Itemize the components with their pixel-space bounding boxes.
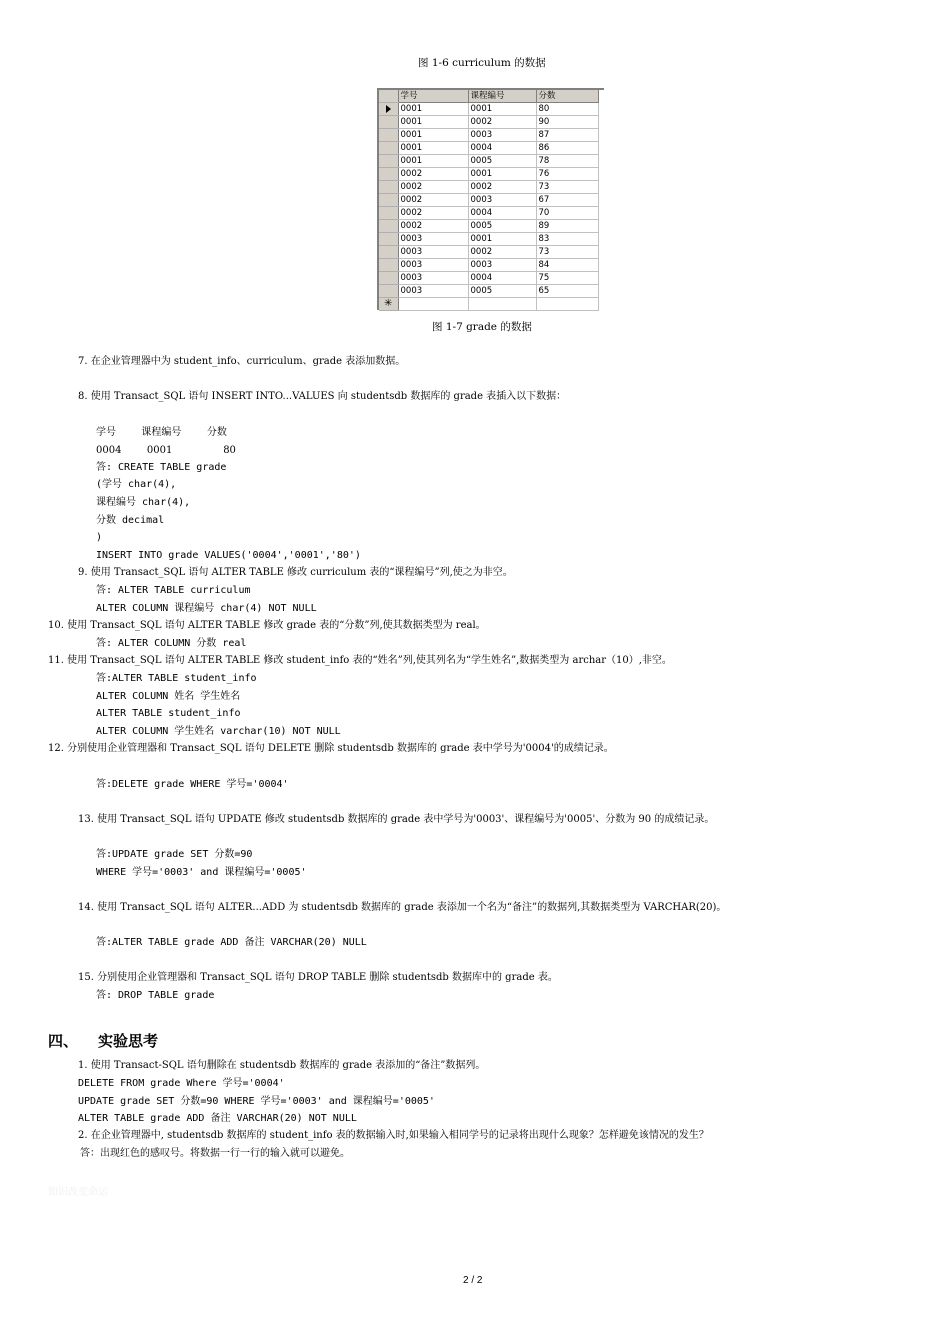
cell-student-id[interactable]: 0003 <box>398 246 468 259</box>
cell-student-id[interactable]: 0001 <box>398 103 468 116</box>
section-4-number: 四、 <box>48 1032 79 1050</box>
cell-student-id[interactable]: 0001 <box>398 129 468 142</box>
cell-student-id[interactable]: 0003 <box>398 259 468 272</box>
item-8-data-header: 学号 课程编号 分数 <box>96 427 227 438</box>
row-selector[interactable] <box>379 155 398 168</box>
table-row[interactable] <box>379 246 598 259</box>
table-row[interactable] <box>379 285 598 298</box>
row-selector[interactable] <box>379 168 398 181</box>
current-row-arrow-icon <box>386 105 391 113</box>
column-header-score[interactable]: 分数 <box>536 90 598 103</box>
cell-course-id[interactable]: 0003 <box>468 194 536 207</box>
cell-student-id[interactable]: 0002 <box>398 194 468 207</box>
cell-student-id[interactable]: 0003 <box>398 233 468 246</box>
table-row[interactable] <box>379 155 598 168</box>
cell-course-id[interactable]: 0004 <box>468 142 536 155</box>
item-9-answer-line-1: 答: ALTER TABLE curriculum <box>96 585 251 596</box>
cell-score[interactable]: 86 <box>536 142 598 155</box>
question-1-answer-line-3: ALTER TABLE grade ADD 备注 VARCHAR(20) NOT NULL <box>78 1113 357 1124</box>
table-row[interactable] <box>379 181 598 194</box>
cell-student-id[interactable]: 0002 <box>398 168 468 181</box>
table-row[interactable] <box>379 129 598 142</box>
new-record-row[interactable] <box>379 298 598 311</box>
cell-course-id[interactable]: 0004 <box>468 272 536 285</box>
row-selector[interactable] <box>379 272 398 285</box>
table-row[interactable] <box>379 259 598 272</box>
cell-score[interactable]: 89 <box>536 220 598 233</box>
cell-course-id[interactable]: 0002 <box>468 116 536 129</box>
cell-course-id[interactable]: 0001 <box>468 168 536 181</box>
question-1: 1. 使用 Transact-SQL 语句删除在 studentsdb 数据库的 grade 表添加的“备注”数据列。 <box>78 1060 486 1071</box>
item-15: 15. 分别使用企业管理器和 Transact_SQL 语句 DROP TABLE 删除 studentsdb 数据库中的 grade 表。 <box>78 972 558 983</box>
cell-score[interactable]: 75 <box>536 272 598 285</box>
cell-score[interactable]: 90 <box>536 116 598 129</box>
item-12-answer-line-1: 答:DELETE grade WHERE 学号='0004' <box>96 779 289 790</box>
row-selector[interactable] <box>379 246 398 259</box>
item-13-answer-line-2: WHERE 学号='0003' and 课程编号='0005' <box>96 867 307 878</box>
table-row[interactable] <box>379 233 598 246</box>
table-row[interactable] <box>379 207 598 220</box>
row-selector[interactable] <box>379 103 398 116</box>
grade-table <box>379 90 599 311</box>
figure-caption-1-6: 图 1-6 curriculum 的数据 <box>418 57 546 69</box>
cell-student-id[interactable]: 0003 <box>398 272 468 285</box>
item-8: 8. 使用 Transact_SQL 语句 INSERT INTO...VALUES 向 studentsdb 数据库的 grade 表插入以下数据： <box>78 391 567 402</box>
item-8-answer-line-5: ) <box>96 532 103 543</box>
row-selector[interactable] <box>379 129 398 142</box>
cell-score[interactable]: 83 <box>536 233 598 246</box>
cell-score[interactable]: 76 <box>536 168 598 181</box>
table-row[interactable] <box>379 272 598 285</box>
row-selector[interactable] <box>379 116 398 129</box>
item-11: 11. 使用 Transact_SQL 语句 ALTER TABLE 修改 student_info 表的“姓名”列,使其列名为“学生姓名”,数据类型为 archar（10）,非空。 <box>48 655 672 666</box>
cell-score[interactable]: 84 <box>536 259 598 272</box>
column-header-student-id[interactable]: 学号 <box>398 90 468 103</box>
item-14: 14. 使用 Transact_SQL 语句 ALTER...ADD 为 studentsdb 数据库的 grade 表添加一个名为“备注”的数据列,其数据类型为 VARCHAR(20)。 <box>78 902 727 913</box>
item-8-answer-line-3: 课程编号 char(4), <box>96 497 191 508</box>
cell-course-id[interactable]: 0005 <box>468 285 536 298</box>
cell-student-id[interactable]: 0001 <box>398 116 468 129</box>
new-row-star-icon: ✳ <box>384 298 393 310</box>
item-11-answer-line-1: 答:ALTER TABLE student_info <box>96 673 257 684</box>
item-10: 10. 使用 Transact_SQL 语句 ALTER TABLE 修改 grade 表的“分数”列,使其数据类型为 real。 <box>48 620 486 631</box>
item-13-answer-line-1: 答:UPDATE grade SET 分数=90 <box>96 849 253 860</box>
cell-course-id[interactable]: 0002 <box>468 246 536 259</box>
item-12: 12. 分别使用企业管理器和 Transact_SQL 语句 DELETE 删除 studentsdb 数据库的 grade 表中学号为'0004'的成绩记录。 <box>48 743 614 754</box>
item-8-answer-line-6: INSERT INTO grade VALUES('0004','0001','80') <box>96 550 361 561</box>
table-row[interactable] <box>379 116 598 129</box>
item-8-answer-line-1: 答: CREATE TABLE grade <box>96 462 227 473</box>
row-selector[interactable] <box>379 259 398 272</box>
row-selector[interactable] <box>379 194 398 207</box>
cell-course-id[interactable]: 0002 <box>468 181 536 194</box>
item-8-answer-line-4: 分数 decimal <box>96 515 165 526</box>
cell-student-id[interactable]: 0002 <box>398 181 468 194</box>
page-number: 2 / 2 <box>463 1275 483 1286</box>
question-2-answer: 答：出现红色的感叹号。将数据一行一行的输入就可以避免。 <box>80 1148 350 1159</box>
row-selector[interactable] <box>379 233 398 246</box>
item-11-answer-line-4: ALTER COLUMN 学生姓名 varchar(10) NOT NULL <box>96 726 341 737</box>
item-9-answer-line-2: ALTER COLUMN 课程编号 char(4) NOT NULL <box>96 603 317 614</box>
cell-student-id[interactable]: 0001 <box>398 155 468 168</box>
cell-score[interactable]: 80 <box>536 103 598 116</box>
cell-course-id[interactable]: 0003 <box>468 129 536 142</box>
table-row[interactable] <box>379 194 598 207</box>
cell-score[interactable]: 73 <box>536 181 598 194</box>
row-selector[interactable] <box>379 220 398 233</box>
empty-cell[interactable] <box>398 298 468 311</box>
empty-cell[interactable] <box>536 298 598 311</box>
cell-score[interactable]: 70 <box>536 207 598 220</box>
item-7: 7. 在企业管理器中为 student_info、curriculum、grade 表添加数据。 <box>78 356 406 367</box>
cell-student-id[interactable]: 0003 <box>398 285 468 298</box>
row-selector[interactable] <box>379 142 398 155</box>
cell-score[interactable]: 67 <box>536 194 598 207</box>
empty-cell[interactable] <box>468 298 536 311</box>
cell-score[interactable]: 73 <box>536 246 598 259</box>
table-row[interactable] <box>379 142 598 155</box>
item-15-answer-line-1: 答: DROP TABLE grade <box>96 990 215 1001</box>
item-13: 13. 使用 Transact_SQL 语句 UPDATE 修改 studentsdb 数据库的 grade 表中学号为'0003'、课程编号为'0005'、分数为 90 的成绩记录。 <box>78 814 715 825</box>
grade-data-grid[interactable] <box>377 88 604 310</box>
section-4-title: 实验思考 <box>98 1032 159 1050</box>
question-1-answer-line-2: UPDATE grade SET 分数=90 WHERE 学号='0003' and 课程编号='0005' <box>78 1096 435 1107</box>
cell-score[interactable]: 65 <box>536 285 598 298</box>
row-selector[interactable] <box>379 298 398 311</box>
row-selector[interactable] <box>379 285 398 298</box>
cell-student-id[interactable]: 0001 <box>398 142 468 155</box>
table-row[interactable] <box>379 220 598 233</box>
item-14-answer-line-1: 答:ALTER TABLE grade ADD 备注 VARCHAR(20) NULL <box>96 937 367 948</box>
cell-student-id[interactable]: 0002 <box>398 220 468 233</box>
figure-caption-1-7: 图 1-7 grade 的数据 <box>432 321 532 333</box>
cell-course-id[interactable]: 0005 <box>468 155 536 168</box>
item-9: 9. 使用 Transact_SQL 语句 ALTER TABLE 修改 curriculum 表的“课程编号”列,使之为非空。 <box>78 567 513 578</box>
cell-score[interactable]: 87 <box>536 129 598 142</box>
cell-course-id[interactable]: 0004 <box>468 207 536 220</box>
cell-student-id[interactable]: 0002 <box>398 207 468 220</box>
table-row[interactable] <box>379 168 598 181</box>
row-selector[interactable] <box>379 181 398 194</box>
table-row[interactable] <box>379 103 598 116</box>
cell-score[interactable]: 78 <box>536 155 598 168</box>
row-selector[interactable] <box>379 207 398 220</box>
question-1-answer-line-1: DELETE FROM grade Where 学号='0004' <box>78 1078 285 1089</box>
item-11-answer-line-3: ALTER TABLE student_info <box>96 708 241 719</box>
grid-header-row <box>379 90 598 103</box>
item-10-answer-line-1: 答: ALTER COLUMN 分数 real <box>96 638 247 649</box>
watermark-text: 知识改变命运 <box>48 1187 108 1198</box>
cell-course-id[interactable]: 0005 <box>468 220 536 233</box>
cell-course-id[interactable]: 0001 <box>468 233 536 246</box>
column-header-course-id[interactable]: 课程编号 <box>468 90 536 103</box>
item-8-data-values: 0004 0001 80 <box>96 445 236 456</box>
row-selector-header[interactable] <box>379 90 398 103</box>
item-11-answer-line-2: ALTER COLUMN 姓名 学生姓名 <box>96 691 241 702</box>
question-2: 2. 在企业管理器中, studentsdb 数据库的 student_info 表的数据输入时,如果输入相同学号的记录将出现什么现象？怎样避免该情况的发生？ <box>78 1130 709 1141</box>
cell-course-id[interactable]: 0003 <box>468 259 536 272</box>
cell-course-id[interactable]: 0001 <box>468 103 536 116</box>
item-8-answer-line-2: (学号 char(4), <box>96 479 177 490</box>
